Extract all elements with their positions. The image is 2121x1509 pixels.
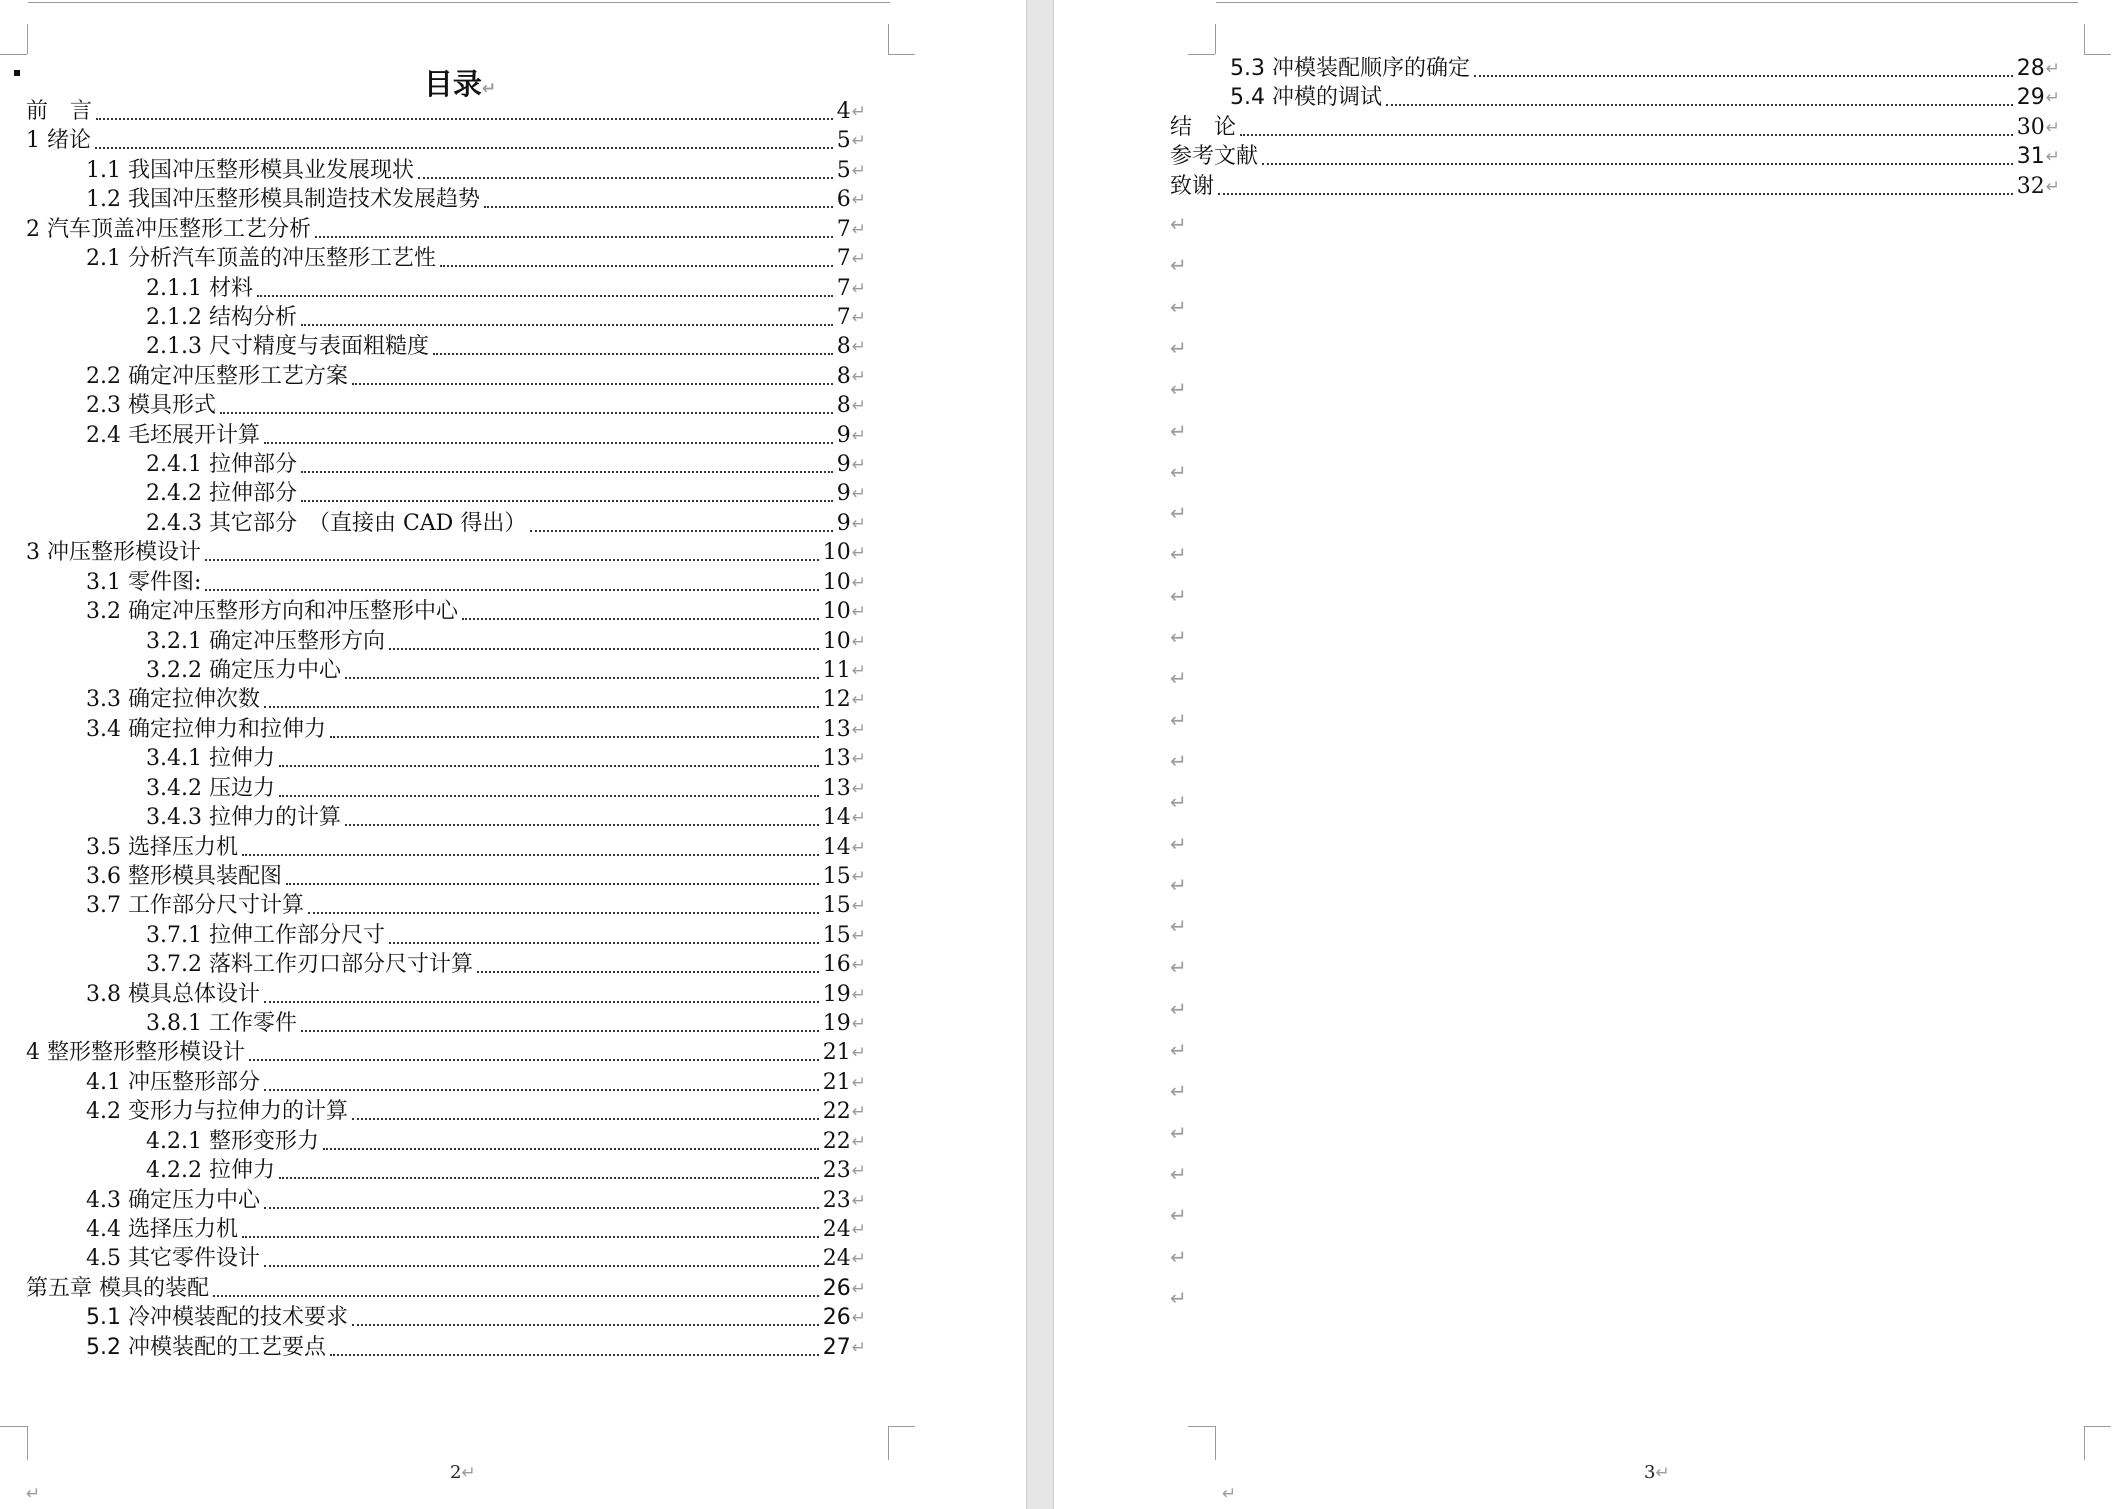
toc-leader-dots bbox=[220, 412, 833, 414]
toc-leader-dots bbox=[301, 1030, 819, 1032]
paragraph-mark: ↵ bbox=[851, 366, 866, 387]
paragraph-mark: ↵ bbox=[1170, 542, 1187, 567]
paragraph-mark: ↵ bbox=[1170, 501, 1187, 526]
toc-entry-label: 致谢 bbox=[1170, 173, 1215, 199]
toc-entry[interactable] bbox=[146, 301, 866, 331]
page-top-edge bbox=[28, 2, 890, 3]
toc-entry-label: 3.6 整形模具装配图 bbox=[86, 863, 282, 889]
toc-entry[interactable] bbox=[86, 183, 866, 213]
toc-leader-dots bbox=[323, 1148, 819, 1150]
toc-leader-dots bbox=[279, 765, 819, 767]
paragraph-mark: ↵ bbox=[851, 896, 866, 917]
toc-entry[interactable] bbox=[26, 1036, 866, 1066]
toc-entry-label: 3 冲压整形模设计 bbox=[26, 540, 201, 566]
toc-title: 目录↵ bbox=[423, 67, 497, 101]
toc-leader-dots bbox=[301, 471, 833, 473]
toc-entry[interactable] bbox=[146, 772, 866, 802]
paragraph-mark: ↵ bbox=[1222, 1484, 1237, 1504]
toc-entry[interactable] bbox=[86, 154, 866, 184]
margin-corner-mark bbox=[2084, 54, 2111, 55]
toc-entry[interactable] bbox=[146, 477, 866, 507]
margin-corner-mark bbox=[888, 1426, 889, 1460]
paragraph-mark: ↵ bbox=[1170, 996, 1187, 1021]
toc-entry-label: 5.1 冷冲模装配的技术要求 bbox=[86, 1305, 348, 1331]
toc-entry-label: 3.7 工作部分尺寸计算 bbox=[86, 893, 304, 919]
paragraph-mark: ↵ bbox=[1170, 790, 1187, 815]
toc-leader-dots bbox=[301, 500, 833, 502]
toc-entry-page: 15 bbox=[822, 863, 851, 889]
paragraph-mark: ↵ bbox=[851, 955, 866, 976]
paragraph-mark: ↵ bbox=[26, 1484, 41, 1504]
toc-entry-label: 3.7.1 拉伸工作部分尺寸 bbox=[146, 922, 385, 948]
toc-entry-label: 3.7.2 落料工作刃口部分尺寸计算 bbox=[146, 952, 473, 978]
paragraph-mark: ↵ bbox=[851, 837, 866, 858]
page-top-edge bbox=[1216, 2, 2078, 3]
toc-entry[interactable] bbox=[86, 860, 866, 890]
toc-entry-page: 22 bbox=[822, 1099, 851, 1125]
toc-entry-label: 3.4.2 压边力 bbox=[146, 775, 275, 801]
toc-entry[interactable] bbox=[1230, 81, 2060, 111]
paragraph-mark: ↵ bbox=[851, 1249, 866, 1270]
toc-entry-page: 8 bbox=[836, 334, 851, 360]
toc-leader-dots bbox=[315, 236, 833, 238]
toc-entry[interactable] bbox=[146, 801, 866, 831]
toc-entry[interactable] bbox=[86, 1301, 866, 1331]
toc-leader-dots bbox=[1262, 163, 2013, 165]
toc-entry-label: 2.1 分析汽车顶盖的冲压整形工艺性 bbox=[86, 246, 436, 272]
paragraph-mark: ↵ bbox=[851, 1043, 866, 1064]
paragraph-mark: ↵ bbox=[851, 572, 866, 593]
toc-leader-dots bbox=[279, 795, 819, 797]
toc-entry-page: 5 bbox=[836, 157, 851, 183]
toc-entry-label: 1 绪论 bbox=[26, 128, 91, 154]
toc-entry-page: 19 bbox=[822, 1011, 851, 1037]
toc-entry-page: 10 bbox=[822, 540, 851, 566]
document-page-3 bbox=[1054, 0, 2121, 1509]
paragraph-mark: ↵ bbox=[1170, 212, 1187, 236]
toc-leader-dots bbox=[477, 971, 819, 973]
paragraph-mark: ↵ bbox=[1170, 418, 1187, 443]
toc-entry-label: 2.1.2 结构分析 bbox=[146, 304, 297, 330]
toc-entry-page: 23 bbox=[822, 1158, 851, 1184]
paragraph-mark: ↵ bbox=[851, 660, 866, 681]
toc-entry-label: 3.1 零件图: bbox=[86, 569, 202, 595]
toc-entry[interactable] bbox=[86, 831, 866, 861]
toc-entry-page: 7 bbox=[836, 246, 851, 272]
margin-corner-mark bbox=[888, 54, 915, 55]
margin-corner-mark bbox=[0, 1426, 27, 1427]
paragraph-mark: ↵ bbox=[1170, 294, 1187, 319]
toc-entry[interactable] bbox=[86, 595, 866, 625]
paragraph-mark: ↵ bbox=[1170, 707, 1187, 732]
toc-entry[interactable] bbox=[146, 1007, 866, 1037]
toc-leader-dots bbox=[264, 1089, 819, 1091]
paragraph-mark: ↵ bbox=[851, 1190, 866, 1211]
toc-entry-label: 4.2.1 整形变形力 bbox=[146, 1128, 319, 1154]
toc-leader-dots bbox=[530, 530, 832, 532]
toc-entry[interactable] bbox=[86, 1095, 866, 1125]
paragraph-mark: ↵ bbox=[851, 278, 866, 299]
paragraph-mark: ↵ bbox=[851, 455, 866, 476]
toc-leader-dots bbox=[345, 824, 819, 826]
toc-entry-label: 4.5 其它零件设计 bbox=[86, 1246, 260, 1272]
paragraph-mark: ↵ bbox=[851, 102, 866, 122]
toc-entry[interactable] bbox=[86, 889, 866, 919]
toc-entry-page: 7 bbox=[836, 304, 851, 330]
paragraph-mark: ↵ bbox=[851, 808, 866, 829]
toc-entry-label: 1.2 我国冲压整形模具制造技术发展趋势 bbox=[86, 187, 480, 213]
toc-entry[interactable] bbox=[26, 95, 866, 125]
toc-entry[interactable] bbox=[26, 213, 866, 243]
paragraph-mark: ↵ bbox=[851, 219, 866, 240]
toc-entry-page: 31 bbox=[2016, 144, 2045, 170]
toc-entry[interactable] bbox=[86, 566, 866, 596]
toc-entry-page: 5 bbox=[836, 128, 851, 154]
margin-corner-mark bbox=[0, 54, 27, 55]
toc-entry[interactable] bbox=[86, 389, 866, 419]
toc-entry-page: 16 bbox=[822, 952, 851, 978]
toc-entry[interactable] bbox=[86, 242, 866, 272]
toc-entry-label: 5.3 冲模装配顺序的确定 bbox=[1230, 56, 1470, 81]
document-page-2 bbox=[0, 0, 1026, 1509]
toc-entry-label: 2.1.1 材料 bbox=[146, 275, 253, 301]
toc-entry-page: 30 bbox=[2016, 114, 2045, 140]
toc-entry[interactable] bbox=[86, 360, 866, 390]
toc-leader-dots bbox=[330, 1354, 819, 1356]
toc-entry-label: 3.4.3 拉伸力的计算 bbox=[146, 805, 341, 831]
toc-entry-label: 参考文献 bbox=[1170, 144, 1259, 170]
paragraph-mark: ↵ bbox=[851, 396, 866, 417]
toc-leader-dots bbox=[440, 265, 833, 267]
toc-leader-dots bbox=[264, 1001, 819, 1003]
toc-leader-dots bbox=[264, 1265, 819, 1267]
paragraph-mark: ↵ bbox=[851, 425, 866, 446]
toc-entry-page: 9 bbox=[836, 422, 851, 448]
toc-entry[interactable] bbox=[146, 330, 866, 360]
paragraph-mark: ↵ bbox=[1170, 1203, 1187, 1228]
toc-entry-page: 15 bbox=[822, 922, 851, 948]
toc-leader-dots bbox=[242, 1236, 819, 1238]
toc-entry-label: 3.8.1 工作零件 bbox=[146, 1011, 297, 1037]
toc-leader-dots bbox=[95, 147, 833, 149]
toc-entry-page: 13 bbox=[822, 775, 851, 801]
toc-entry-page: 29 bbox=[2016, 85, 2045, 111]
toc-entry[interactable] bbox=[146, 272, 866, 302]
toc-entry-label: 2.1.3 尺寸精度与表面粗糙度 bbox=[146, 334, 429, 360]
paragraph-mark: ↵ bbox=[1170, 1285, 1187, 1310]
toc-entry[interactable] bbox=[86, 1213, 866, 1243]
toc-entry-page: 14 bbox=[822, 834, 851, 860]
paragraph-mark: ↵ bbox=[1170, 831, 1187, 856]
paragraph-mark: ↵ bbox=[2045, 88, 2060, 109]
toc-leader-dots bbox=[418, 177, 833, 179]
toc-entry[interactable] bbox=[86, 419, 866, 449]
toc-leader-dots bbox=[389, 648, 819, 650]
toc-leader-dots bbox=[1218, 193, 2013, 195]
toc-entry-page: 4 bbox=[836, 99, 851, 124]
paragraph-mark: ↵ bbox=[2045, 147, 2060, 168]
toc-entry[interactable] bbox=[1230, 52, 2060, 82]
page-gap bbox=[1026, 0, 1054, 1509]
paragraph-mark: ↵ bbox=[851, 1014, 866, 1035]
toc-entry[interactable] bbox=[1170, 111, 2060, 141]
paragraph-mark: ↵ bbox=[1170, 1038, 1187, 1062]
toc-entry-label: 4.4 选择压力机 bbox=[86, 1216, 238, 1242]
toc-leader-dots bbox=[205, 589, 818, 591]
toc-entry[interactable] bbox=[146, 948, 866, 978]
margin-corner-mark bbox=[888, 1426, 915, 1427]
paragraph-mark: ↵ bbox=[851, 1161, 866, 1182]
toc-leader-dots bbox=[286, 883, 819, 885]
toc-entry[interactable] bbox=[146, 625, 866, 655]
paragraph-mark: ↵ bbox=[851, 249, 866, 270]
toc-entry-page: 10 bbox=[822, 569, 851, 595]
toc-entry-label: 2.4.1 拉伸部分 bbox=[146, 452, 297, 478]
toc-entry[interactable] bbox=[86, 1184, 866, 1214]
toc-entry-page: 24 bbox=[822, 1216, 851, 1242]
toc-leader-dots bbox=[1240, 134, 2013, 136]
toc-entry-page: 26 bbox=[822, 1305, 851, 1331]
toc-entry-label: 5.2 冲模装配的工艺要点 bbox=[86, 1334, 326, 1360]
toc-entry-label: 3.5 选择压力机 bbox=[86, 834, 238, 860]
toc-entry-page: 6 bbox=[836, 187, 851, 213]
toc-leader-dots bbox=[352, 1324, 819, 1326]
paragraph-mark: ↵ bbox=[1170, 1079, 1187, 1104]
toc-leader-dots bbox=[264, 1207, 819, 1209]
toc-leader-dots bbox=[1474, 75, 2013, 77]
toc-entry-label: 结 论 bbox=[1170, 114, 1237, 140]
toc-entry-page: 7 bbox=[836, 275, 851, 301]
paragraph-mark: ↵ bbox=[851, 1072, 866, 1093]
toc-leader-dots bbox=[352, 1118, 819, 1120]
toc-entry-page: 27 bbox=[822, 1334, 851, 1360]
toc-entry[interactable] bbox=[26, 124, 866, 154]
paragraph-mark: ↵ bbox=[1170, 335, 1187, 360]
paragraph-mark: ↵ bbox=[1170, 872, 1187, 897]
toc-entry[interactable] bbox=[146, 654, 866, 684]
paragraph-mark: ↵ bbox=[851, 1219, 866, 1240]
paragraph-mark: ↵ bbox=[851, 631, 866, 652]
page-number: 3↵ bbox=[1644, 1462, 1670, 1483]
toc-entry-label: 第五章 模具的装配 bbox=[26, 1275, 209, 1301]
paragraph-mark: ↵ bbox=[1170, 666, 1187, 691]
toc-entry-label: 2.2 确定冲压整形工艺方案 bbox=[86, 363, 348, 389]
paragraph-mark: ↵ bbox=[851, 984, 866, 1005]
toc-entry-page: 21 bbox=[822, 1040, 851, 1066]
toc-entry[interactable] bbox=[1170, 170, 2060, 200]
toc-entry-page: 15 bbox=[822, 893, 851, 919]
toc-entry-page: 9 bbox=[836, 510, 851, 536]
toc-entry-label: 3.2.1 确定冲压整形方向 bbox=[146, 628, 385, 654]
paragraph-mark: ↵ bbox=[851, 925, 866, 946]
paragraph-mark: ↵ bbox=[851, 1278, 866, 1299]
paragraph-mark: ↵ bbox=[851, 866, 866, 887]
margin-corner-mark bbox=[1215, 24, 1216, 54]
toc-entry[interactable] bbox=[86, 978, 866, 1008]
toc-entry-label: 前 言 bbox=[26, 99, 93, 124]
toc-leader-dots bbox=[389, 942, 819, 944]
toc-entry-page: 9 bbox=[836, 452, 851, 478]
margin-corner-mark bbox=[27, 1426, 28, 1460]
toc-entry[interactable] bbox=[146, 919, 866, 949]
toc-leader-dots bbox=[264, 442, 833, 444]
toc-entry-page: 32 bbox=[2016, 173, 2045, 199]
toc-entry[interactable] bbox=[86, 1066, 866, 1096]
paragraph-mark: ↵ bbox=[1170, 1120, 1187, 1145]
margin-corner-mark bbox=[2084, 24, 2085, 54]
toc-entry-page: 8 bbox=[836, 393, 851, 419]
toc-leader-dots bbox=[352, 383, 833, 385]
margin-corner-mark bbox=[27, 24, 28, 54]
toc-entry-page: 14 bbox=[822, 805, 851, 831]
paragraph-mark: ↵ bbox=[1170, 625, 1187, 649]
toc-leader-dots bbox=[1386, 104, 2013, 106]
paragraph-mark: ↵ bbox=[851, 160, 866, 181]
toc-entry-page: 8 bbox=[836, 363, 851, 389]
paragraph-mark: ↵ bbox=[2045, 59, 2060, 79]
toc-entry-page: 28 bbox=[2016, 56, 2045, 81]
toc-entry[interactable] bbox=[86, 1331, 866, 1361]
toc-entry-page: 10 bbox=[822, 628, 851, 654]
toc-entry-label: 3.4 确定拉伸力和拉伸力 bbox=[86, 716, 326, 742]
toc-entry[interactable] bbox=[146, 507, 866, 537]
toc-entry-label: 4.1 冲压整形部分 bbox=[86, 1069, 260, 1095]
paragraph-mark: ↵ bbox=[851, 543, 866, 564]
toc-leader-dots bbox=[462, 618, 819, 620]
toc-leader-dots bbox=[279, 1177, 819, 1179]
toc-entry-label: 4 整形整形整形模设计 bbox=[26, 1040, 245, 1066]
toc-entry[interactable] bbox=[86, 1242, 866, 1272]
paragraph-mark: ↵ bbox=[851, 513, 866, 534]
paragraph-mark: ↵ bbox=[851, 690, 866, 711]
toc-entry-label: 5.4 冲模的调试 bbox=[1230, 85, 1382, 111]
toc-leader-dots bbox=[308, 912, 819, 914]
toc-entry-label: 3.2 确定冲压整形方向和冲压整形中心 bbox=[86, 599, 458, 625]
paragraph-mark: ↵ bbox=[2045, 117, 2060, 138]
paragraph-mark: ↵ bbox=[851, 1337, 866, 1358]
toc-entry[interactable] bbox=[26, 536, 866, 566]
toc-entry[interactable] bbox=[146, 1154, 866, 1184]
paragraph-mark: ↵ bbox=[851, 602, 866, 623]
toc-entry-page: 7 bbox=[836, 216, 851, 242]
toc-entry-label: 3.4.1 拉伸力 bbox=[146, 746, 275, 772]
toc-leader-dots bbox=[257, 295, 833, 297]
paragraph-mark: ↵ bbox=[851, 131, 866, 152]
toc-entry[interactable] bbox=[1170, 140, 2060, 170]
toc-leader-dots bbox=[484, 206, 833, 208]
toc-entry-label: 4.2.2 拉伸力 bbox=[146, 1158, 275, 1184]
paragraph-mark: ↵ bbox=[851, 190, 866, 211]
toc-entry-page: 13 bbox=[822, 746, 851, 772]
toc-entry-label: 3.8 模具总体设计 bbox=[86, 981, 260, 1007]
paragraph-mark: ↵ bbox=[851, 1102, 866, 1123]
margin-corner-mark bbox=[888, 24, 889, 54]
toc-entry[interactable] bbox=[146, 1125, 866, 1155]
paragraph-mark: ↵ bbox=[851, 1131, 866, 1152]
toc-entry-page: 13 bbox=[822, 716, 851, 742]
margin-corner-mark bbox=[2084, 1426, 2111, 1427]
margin-corner-mark bbox=[1188, 1426, 1215, 1427]
toc-entry-page: 11 bbox=[822, 657, 851, 683]
toc-leader-dots bbox=[433, 353, 833, 355]
toc-entry-page: 22 bbox=[822, 1128, 851, 1154]
toc-entry-label: 1.1 我国冲压整形模具业发展现状 bbox=[86, 157, 414, 183]
toc-entry-page: 24 bbox=[822, 1246, 851, 1272]
paragraph-mark: ↵ bbox=[851, 307, 866, 328]
paragraph-mark: ↵ bbox=[1170, 955, 1187, 980]
paragraph-mark: ↵ bbox=[851, 749, 866, 770]
paragraph-mark: ↵ bbox=[851, 1308, 866, 1329]
paragraph-mark: ↵ bbox=[1170, 1161, 1187, 1186]
paragraph-mark: ↵ bbox=[851, 484, 866, 505]
toc-entry[interactable] bbox=[146, 742, 866, 772]
toc-leader-dots bbox=[242, 854, 819, 856]
toc-entry-label: 4.2 变形力与拉伸力的计算 bbox=[86, 1099, 348, 1125]
margin-corner-mark bbox=[1188, 54, 1215, 55]
toc-entry[interactable] bbox=[26, 1272, 866, 1302]
toc-entry-label: 2.4.3 其它部分 （直接由 CAD 得出） bbox=[146, 510, 527, 536]
toc-entry-label: 3.3 确定拉伸次数 bbox=[86, 687, 260, 713]
toc-leader-dots bbox=[345, 677, 819, 679]
toc-entry-page: 10 bbox=[822, 599, 851, 625]
toc-entry[interactable] bbox=[86, 713, 866, 743]
page-number: 2↵ bbox=[450, 1462, 476, 1483]
paragraph-mark: ↵ bbox=[851, 719, 866, 740]
toc-entry[interactable] bbox=[146, 448, 866, 478]
toc-leader-dots bbox=[96, 118, 833, 120]
toc-leader-dots bbox=[264, 706, 819, 708]
toc-leader-dots bbox=[249, 1059, 819, 1061]
toc-leader-dots bbox=[205, 559, 819, 561]
paragraph-mark: ↵ bbox=[1170, 583, 1187, 608]
toc-entry-label: 2.3 模具形式 bbox=[86, 393, 216, 419]
toc-entry-label: 3.2.2 确定压力中心 bbox=[146, 657, 341, 683]
margin-corner-mark bbox=[1215, 1426, 1216, 1460]
paragraph-mark: ↵ bbox=[851, 337, 866, 358]
toc-entry-label: 4.3 确定压力中心 bbox=[86, 1187, 260, 1213]
toc-entry-page: 21 bbox=[822, 1069, 851, 1095]
toc-leader-dots bbox=[213, 1295, 819, 1297]
paragraph-mark: ↵ bbox=[1170, 914, 1187, 939]
paragraph-mark: ↵ bbox=[851, 778, 866, 799]
toc-entry-page: 9 bbox=[836, 481, 851, 507]
paragraph-mark: ↵ bbox=[1170, 253, 1187, 278]
toc-entry-page: 12 bbox=[822, 687, 851, 713]
toc-entry-page: 19 bbox=[822, 981, 851, 1007]
toc-leader-dots bbox=[301, 324, 833, 326]
toc-leader-dots bbox=[330, 736, 819, 738]
paragraph-mark: ↵ bbox=[1170, 1244, 1187, 1269]
paragraph-mark: ↵ bbox=[1170, 459, 1187, 484]
toc-entry-page: 23 bbox=[822, 1187, 851, 1213]
toc-entry-label: 2.4 毛坯展开计算 bbox=[86, 422, 260, 448]
paragraph-mark: ↵ bbox=[1170, 748, 1187, 773]
toc-entry-label: 2 汽车顶盖冲压整形工艺分析 bbox=[26, 216, 311, 242]
paragraph-mark: ↵ bbox=[1170, 377, 1187, 402]
margin-corner-mark bbox=[2084, 1426, 2085, 1460]
toc-entry-label: 2.4.2 拉伸部分 bbox=[146, 481, 297, 507]
toc-entry[interactable] bbox=[86, 683, 866, 713]
toc-entry-page: 26 bbox=[822, 1275, 851, 1301]
paragraph-mark: ↵ bbox=[2045, 176, 2060, 197]
